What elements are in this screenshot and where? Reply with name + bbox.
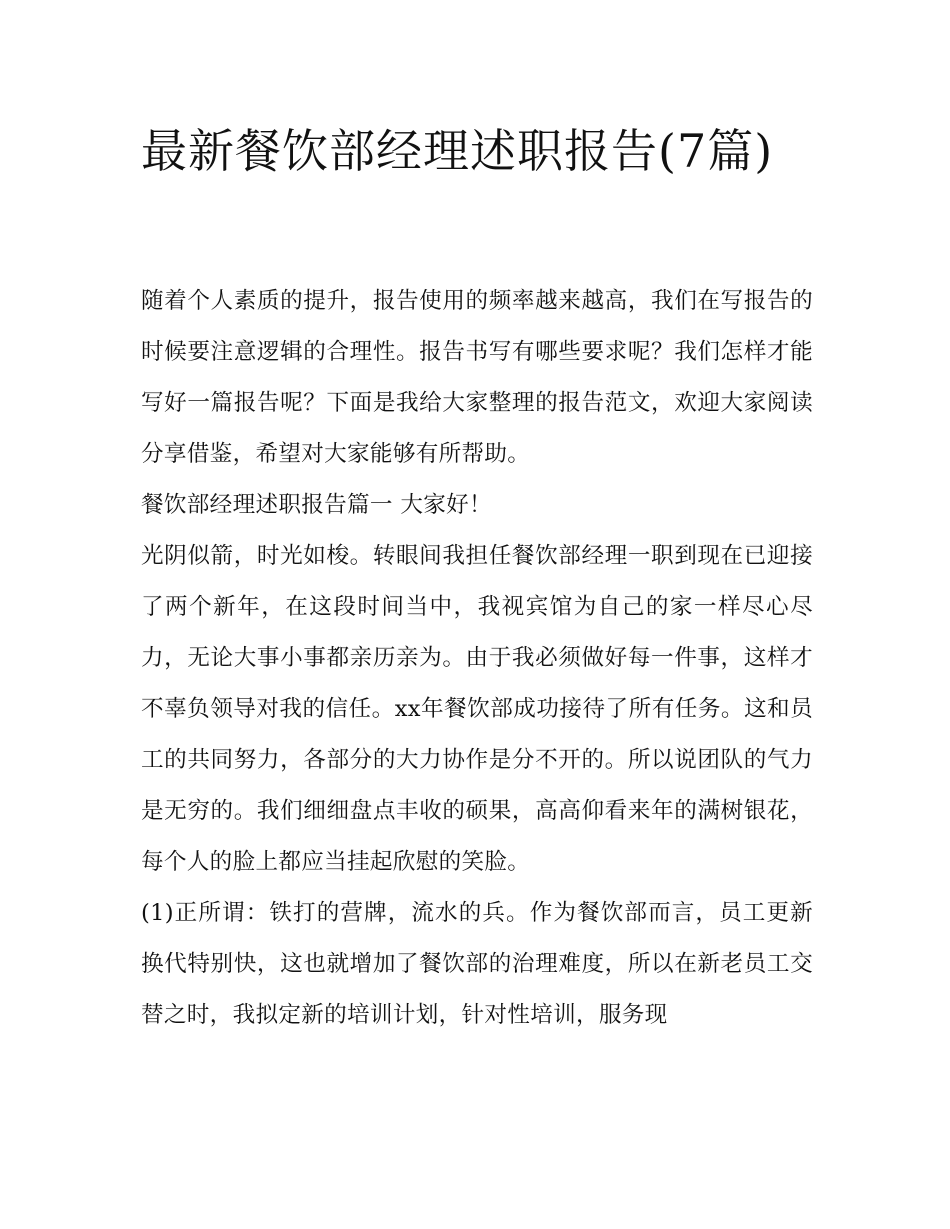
intro-paragraph: 随着个人素质的提升，报告使用的频率越来越高，我们在写报告的时候要注意逻辑的合理性。报告书写有哪些要求呢？我们怎样才能写好一篇报告呢？下面是我给大家整理的报告范文，欢迎大家阅读分享借鉴，希望对大家能够有所帮助。 [141,288,813,467]
section-heading-paragraph: 餐饮部经理述职报告篇一 大家好！ [141,492,492,518]
body-paragraph: 光阴似箭，时光如梭。转眼间我担任餐饮部经理一职到现在已迎接了两个新年，在这段时间当中，我视宾馆为自己的家一样尽心尽力，无论大事小事都亲历亲为。由于我必须做好每一件事，这样才不辜负领导对我的信任。xx年餐饮部成功接待了所有任务。这和员工的共同努力，各部分的大力协作是分不开的。所以说团队的气力是无穷的。我们细细盘点丰收的硕果，高高仰看来年的满树银花，每个人的脸上都应当挂起欣慰的笑脸。 [141,543,813,875]
document-title: 最新餐饮部经理述职报告(7篇) [141,124,774,178]
body-paragraph: (1)正所谓：铁打的营牌，流水的兵。作为餐饮部而言，员工更新换代特别快，这也就增加了餐饮部的治理难度，所以在新老员工交替之时，我拟定新的培训计划，针对性培训，服务现 [141,900,813,1028]
document-body [141,276,813,1041]
